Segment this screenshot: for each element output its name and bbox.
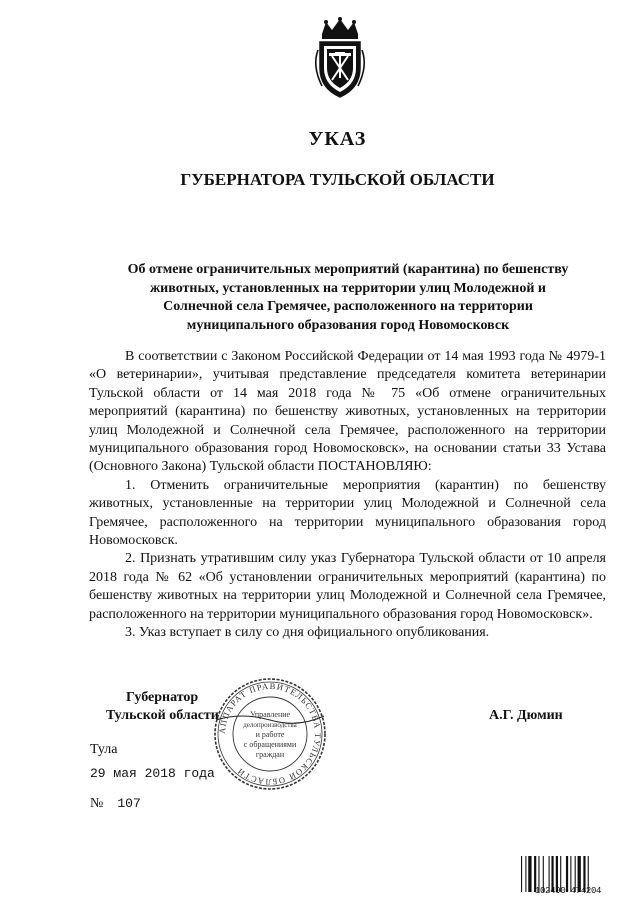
number-label: № xyxy=(90,796,104,811)
stamp-center-line: и работе xyxy=(255,730,285,739)
clause-1-paragraph: 1. Отменить ограничительные мероприятия (карантин) по бешенству животных, установленные на территории улиц Молодежной и Солнечной села Гремячее, расположенного на территории муниципального образования город Новомосковск. xyxy=(89,477,606,549)
heading-line: животных, установленных на территории улиц Молодежной и xyxy=(150,280,546,296)
document-number xyxy=(90,796,141,812)
heading-line: Об отмене ограничительных мероприятий (карантина) по бешенству xyxy=(127,262,569,277)
official-stamp-icon xyxy=(212,676,328,792)
document-heading xyxy=(88,261,608,335)
document-subtitle: ГУБЕРНАТОРА ТУЛЬСКОЙ ОБЛАСТИ xyxy=(180,170,495,189)
signatory-name: А.Г. Дюмин xyxy=(489,708,563,723)
tula-coat-of-arms-icon xyxy=(300,16,380,100)
stamp-center-line: с обращениями xyxy=(243,740,297,749)
clause-3-paragraph: 3. Указ вступает в силу со дня официального опубликования. xyxy=(125,625,490,641)
signatory-position-line2: Тульской области xyxy=(106,708,219,723)
clause-2-paragraph: 2. Признать утратившим силу указ Губернатора Тульской области от 10 апреля 2018 года № 62 «Об установлении ограничительных мероприятий (карантина) по бешенству животных на территории улиц Молодежной и Солнечной села Гремячее, расположенного на территории муниципального образования город Новомосковск». xyxy=(89,551,606,622)
heading-line: муниципального образования город Новомосковск xyxy=(186,317,510,333)
preamble-paragraph: В соответствии с Законом Российской Федерации от 14 мая 1993 года № 4979-1 «О ветеринарии», учитывая представление председателя комитета ветеринарии Тульской области от 14 мая 2018 года № 75 «Об отмене ограничительных мероприятий (карантина) по бешенству животных, установленных на территории улиц Молодежной и Солнечной села Гремячее, расположенного на территории муниципального образования город Новомосковск», на основании статьи 33 Устава (Основного Закона) Тульской области ПОСТАНОВЛЯЮ: xyxy=(89,349,606,475)
signatory-position xyxy=(106,689,219,725)
stamp-center-line: Управление xyxy=(249,710,291,719)
number-value: 107 xyxy=(117,796,141,811)
signatory-position-line1: Губернатор xyxy=(126,690,199,705)
stamp-center-line: граждан xyxy=(255,750,285,759)
document-title: УКАЗ xyxy=(308,128,367,150)
stamp-ring-text: АППАРАТ ПРАВИТЕЛЬСТВА ТУЛЬСКОЙ ОБЛАСТИ xyxy=(216,680,324,788)
stamp-center-line: делопроизводства xyxy=(243,721,297,729)
document-body xyxy=(89,348,606,643)
document-date: 29 мая 2018 года xyxy=(90,766,215,781)
barcode-number: 102490 474204 xyxy=(534,886,602,896)
city: Тула xyxy=(90,742,118,757)
heading-line: Солнечной села Гремячее, расположенного на территории xyxy=(163,299,533,314)
